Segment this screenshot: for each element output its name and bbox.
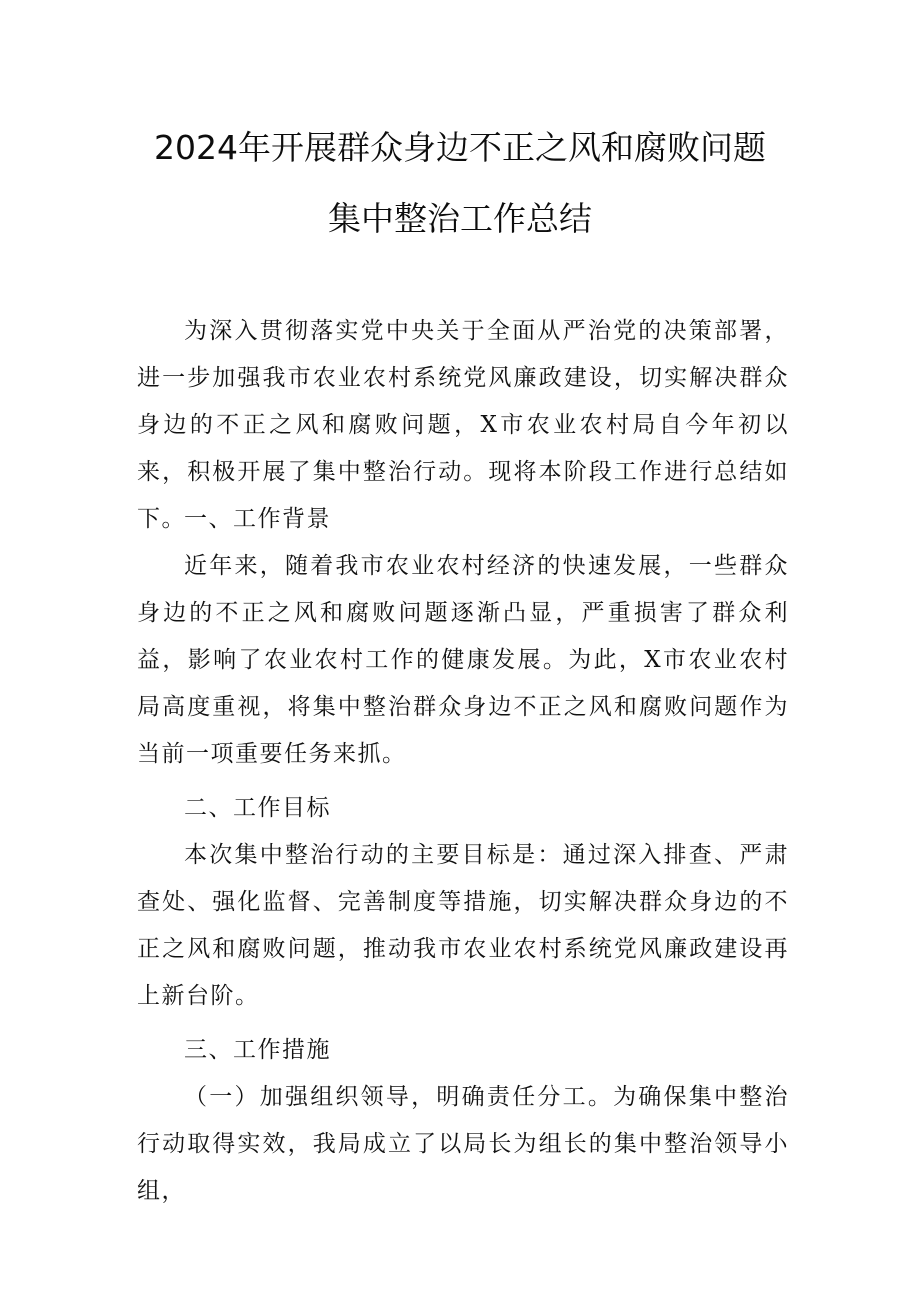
intro-paragraph: 为深入贯彻落实党中央关于全面从严治党的决策部署，进一步加强我市农业农村系统党风廉政建设，切实解决群众身边的不正之风和腐败问题，X市农业农村局自今年初以来，积极开展了集中整治行动。现将本阶段工作进行总结如下。: [137, 318, 789, 532]
document-title-line-2: 集中整治工作总结: [328, 199, 592, 238]
section-heading-background: 一、工作背景: [184, 506, 331, 532]
section-heading-measures: 三、工作措施: [184, 1037, 331, 1063]
section-heading-goals: 二、工作目标: [184, 795, 331, 821]
document-title-line-1: 2024年开展群众身边不正之风和腐败问题: [154, 128, 766, 167]
section-body-background: 近年来，随着我市农业农村经济的快速发展，一些群众身边的不正之风和腐败问题逐渐凸显，严重损害了群众利益，影响了农业农村工作的健康发展。为此，X市农业农村局高度重视，将集中整治群众身边不正之风和腐败问题作为当前一项重要任务来抓。: [137, 553, 789, 767]
section-body-measures: （一）加强组织领导，明确责任分工。为确保集中整治行动取得实效，我局成立了以局长为组长的集中整治领导小组，: [137, 1084, 789, 1204]
section-body-goals: 本次集中整治行动的主要目标是：通过深入排查、严肃查处、强化监督、完善制度等措施，切实解决群众身边的不正之风和腐败问题，推动我市农业农村系统党风廉政建设再上新台阶。: [137, 842, 789, 1009]
